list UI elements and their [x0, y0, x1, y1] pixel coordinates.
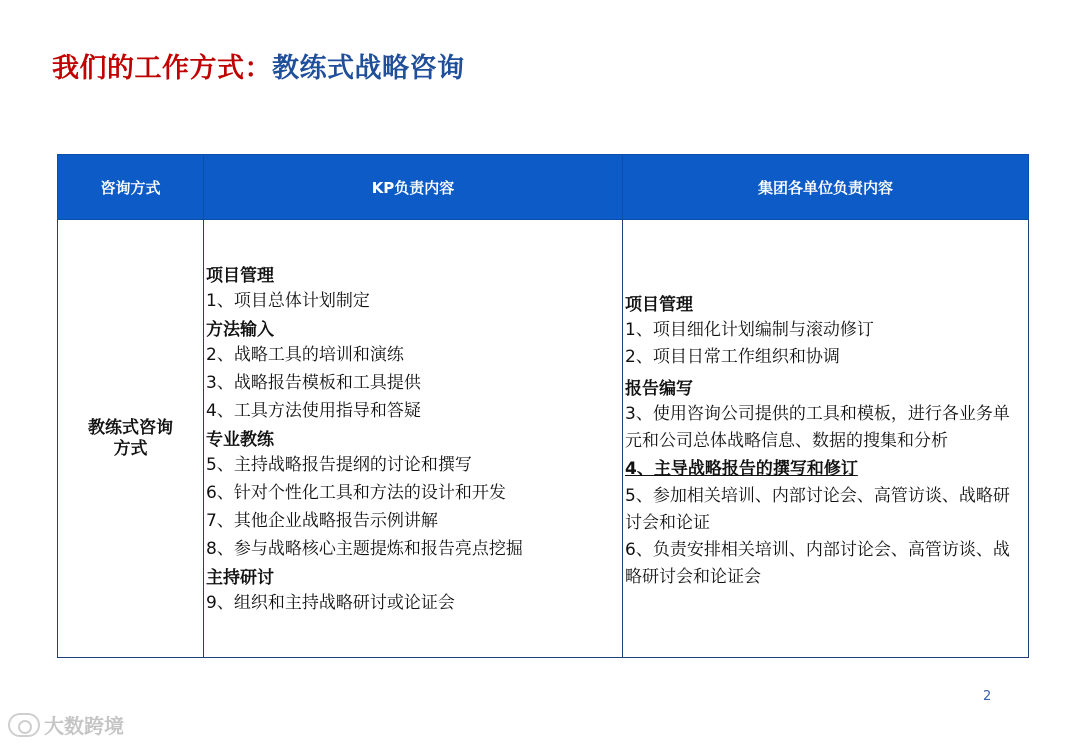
table-row	[58, 220, 1029, 658]
list-item: 7、其他企业战略报告示例讲解	[206, 510, 438, 531]
watermark	[8, 710, 124, 739]
list-item: 1、项目细化计划编制与滚动修订	[625, 319, 874, 340]
consulting-table	[57, 154, 1029, 658]
group-heading: 项目管理	[625, 294, 693, 315]
table-header-row	[58, 155, 1029, 220]
page-number: 2	[983, 689, 992, 704]
list-item: 5、参加相关培训、内部讨论会、高管访谈、战略研讨会和论证	[625, 485, 1010, 533]
kp-heading: 主持研讨	[206, 567, 274, 588]
list-item: 1、项目总体计划制定	[206, 290, 370, 311]
list-item: 2、项目日常工作组织和协调	[625, 346, 840, 367]
slide-title	[52, 46, 465, 85]
kp-content	[204, 265, 622, 617]
group-heading: 报告编写	[625, 378, 693, 399]
list-item: 4、工具方法使用指导和答疑	[206, 400, 421, 421]
kp-heading: 方法输入	[206, 319, 274, 340]
list-item: 8、参与战略核心主题提炼和报告亮点挖掘	[206, 538, 523, 559]
group-content	[623, 293, 1028, 591]
list-item: 9、组织和主持战略研讨或论证会	[206, 592, 455, 613]
list-item: 6、负责安排相关培训、内部讨论会、高管访谈、战略研讨会和论证会	[625, 539, 1010, 587]
title-part-2: 教练式战略咨询	[272, 53, 465, 84]
method-cell	[58, 220, 204, 658]
watermark-logo-icon	[8, 713, 40, 737]
header-group: 集团各单位负责内容	[623, 155, 1029, 220]
kp-heading: 项目管理	[206, 265, 274, 286]
method-text: 教练式咨询方式	[88, 417, 173, 459]
list-item: 3、战略报告模板和工具提供	[206, 372, 421, 393]
kp-cell	[204, 220, 623, 658]
list-item-emphasis: 4、主导战略报告的撰写和修订	[625, 458, 858, 479]
list-item: 3、使用咨询公司提供的工具和模板，进行各业务单元和公司总体战略信息、数据的搜集和分析	[625, 403, 1010, 451]
header-method: 咨询方式	[58, 155, 204, 220]
list-item: 5、主持战略报告提纲的讨论和撰写	[206, 454, 472, 475]
header-kp: KP负责内容	[204, 155, 623, 220]
list-item: 6、针对个性化工具和方法的设计和开发	[206, 482, 506, 503]
watermark-text: 大数跨境	[44, 714, 124, 738]
title-part-1: 我们的工作方式：	[52, 53, 272, 84]
group-cell	[623, 220, 1029, 658]
list-item: 2、战略工具的培训和演练	[206, 344, 404, 365]
kp-heading: 专业教练	[206, 429, 274, 450]
